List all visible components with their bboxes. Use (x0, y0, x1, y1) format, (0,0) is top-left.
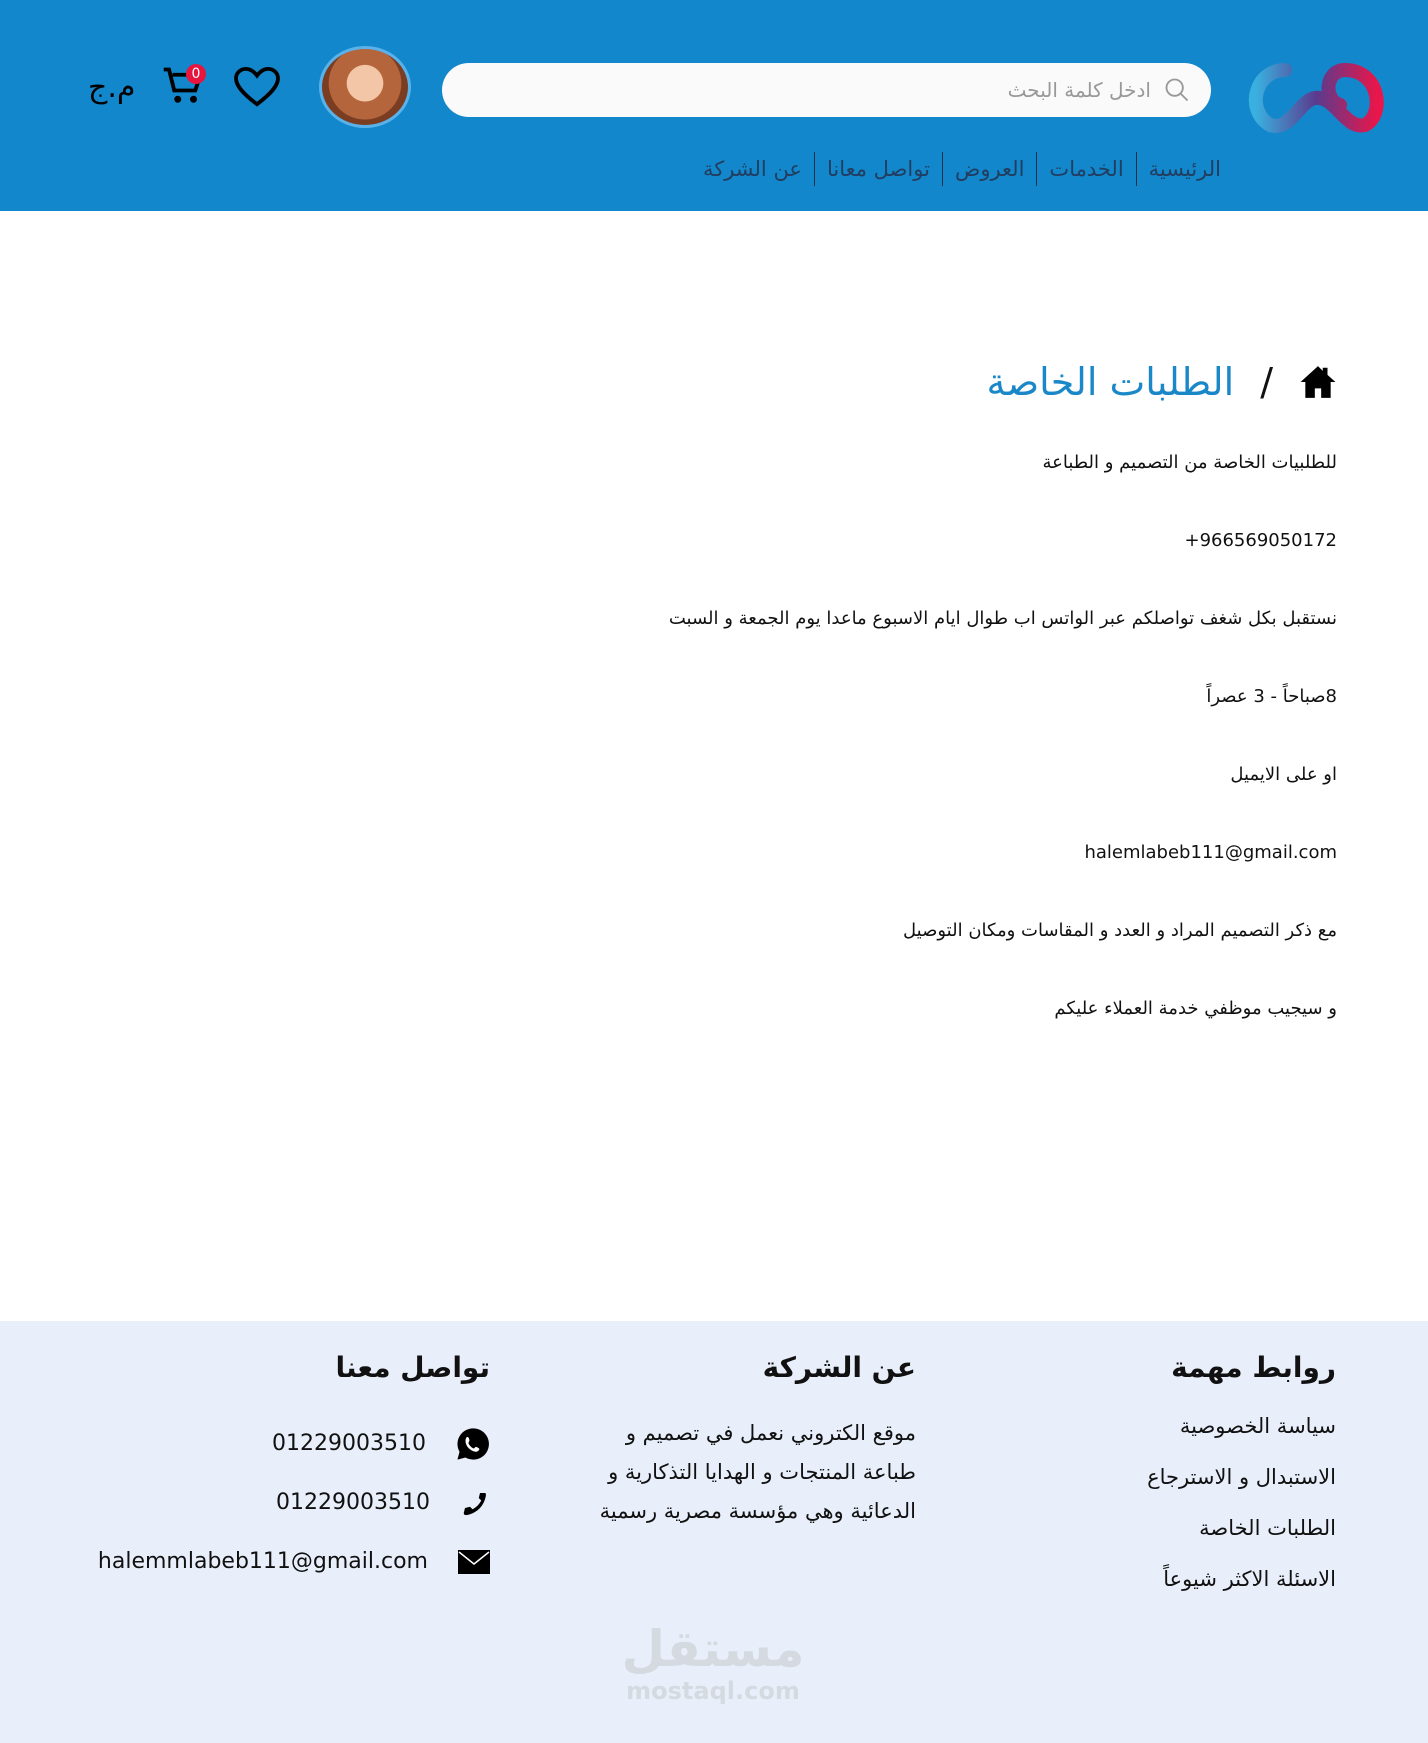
footer-links-title: روابط مهمة (1171, 1351, 1336, 1384)
watermark-subtext: mostaql.com (626, 1677, 800, 1705)
footer (0, 1321, 1428, 1743)
heart-icon[interactable] (234, 66, 280, 108)
footer-link-returns[interactable]: الاستبدال و الاسترجاع (1147, 1465, 1336, 1489)
content-line: و سيجيب موظفي خدمة العملاء عليكم (1054, 998, 1337, 1019)
content-line: او على الايميل (1230, 764, 1337, 785)
footer-about-title: عن الشركة (762, 1351, 916, 1384)
phone-number[interactable]: 01229003510 (276, 1490, 430, 1515)
page-content (669, 450, 1337, 1074)
breadcrumb (987, 360, 1337, 404)
footer-link-special-orders[interactable]: الطلبات الخاصة (1199, 1516, 1336, 1540)
main-nav (691, 152, 1221, 186)
whatsapp-icon (456, 1427, 490, 1461)
watermark-text: مستقل (621, 1620, 805, 1678)
header (0, 0, 1428, 211)
search-input[interactable] (477, 78, 1151, 102)
footer-links-column (1147, 1351, 1336, 1618)
contact-email[interactable] (70, 1532, 490, 1591)
home-icon[interactable] (1299, 364, 1337, 400)
logo-icon[interactable] (1245, 60, 1385, 135)
search-bar[interactable] (442, 63, 1211, 117)
footer-link-faq[interactable]: الاسئلة الاكثر شيوعاً (1163, 1567, 1336, 1591)
whatsapp-number[interactable]: 01229003510 (272, 1431, 426, 1456)
content-email: halemlabeb111@gmail.com (1084, 842, 1337, 863)
cart-count-badge: 0 (186, 64, 206, 84)
nav-services[interactable]: الخدمات (1036, 152, 1135, 186)
phone-icon (460, 1488, 490, 1518)
footer-contact-column (70, 1351, 490, 1591)
content-hours: 8صباحاً - 3 عصراً (1206, 686, 1337, 707)
mail-icon (458, 1550, 490, 1574)
contact-whatsapp[interactable] (70, 1414, 490, 1473)
footer-about-column (576, 1351, 916, 1531)
nav-home[interactable]: الرئيسية (1136, 152, 1221, 186)
content-line: مع ذكر التصميم المراد و العدد و المقاسات ومكان التوصيل (903, 920, 1337, 941)
footer-link-privacy[interactable]: سياسة الخصوصية (1179, 1414, 1336, 1438)
watermark-logo (600, 1621, 826, 1705)
nav-about[interactable]: عن الشركة (702, 157, 802, 181)
breadcrumb-separator: / (1260, 360, 1273, 404)
page-title: الطلبات الخاصة (986, 360, 1235, 404)
email-address[interactable]: halemmlabeb111@gmail.com (97, 1549, 428, 1574)
content-phone: 966569050172+ (1184, 530, 1337, 551)
avatar[interactable] (319, 46, 411, 128)
footer-about-text: موقع الكتروني نعمل في تصميم و طباعة المنتجات و الهدايا التذكارية و الدعائية وهي مؤسسة مصرية رسمية (599, 1421, 916, 1523)
contact-phone[interactable] (70, 1473, 490, 1532)
nav-offers[interactable]: العروض (942, 152, 1036, 186)
search-icon[interactable] (1163, 76, 1191, 104)
footer-contact-title: تواصل معنا (335, 1351, 490, 1384)
nav-contact[interactable]: تواصل معانا (814, 152, 942, 186)
content-line: للطلبيات الخاصة من التصميم و الطباعة (1042, 452, 1337, 473)
content-line: نستقبل بكل شغف تواصلكم عبر الواتس اب طوال ايام الاسبوع ماعدا يوم الجمعة و السبت (668, 608, 1337, 629)
currency-selector[interactable]: م.ج (88, 70, 136, 105)
